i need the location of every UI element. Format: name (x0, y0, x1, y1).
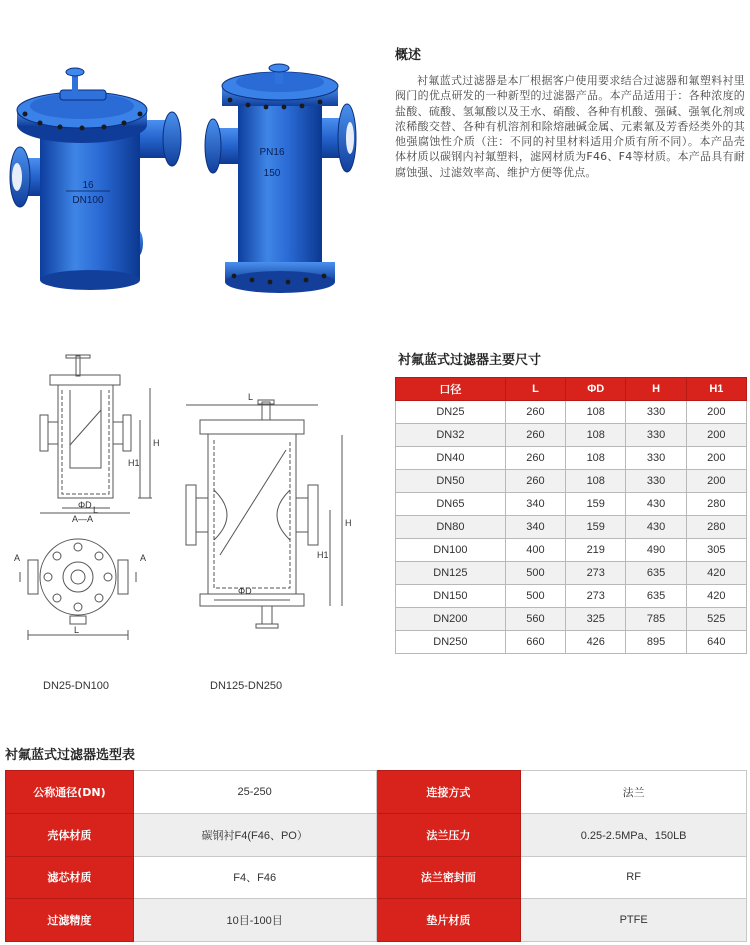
table-cell: 325 (566, 608, 626, 631)
table-cell: 108 (566, 401, 626, 424)
table-row (396, 631, 747, 654)
table-cell: 280 (686, 493, 746, 516)
table-cell: 108 (566, 424, 626, 447)
left-photo-label-top: 16 (82, 180, 94, 191)
table-cell: 159 (566, 516, 626, 539)
table-row (396, 585, 747, 608)
table-cell: 330 (626, 470, 686, 493)
col-header-H1: H1 (686, 378, 746, 401)
table-row (396, 470, 747, 493)
table-cell: 305 (686, 539, 746, 562)
selection-table (5, 770, 747, 942)
table-cell: 340 (505, 493, 565, 516)
technical-drawing-svg (0, 350, 360, 660)
table-cell: 330 (626, 447, 686, 470)
table-cell: 895 (626, 631, 686, 654)
technical-drawings (0, 350, 360, 700)
table-cell: 420 (686, 562, 746, 585)
table-cell: 200 (686, 401, 746, 424)
spec-value: 法兰 (521, 771, 747, 814)
col-header-bore: 口径 (396, 378, 506, 401)
table-row (396, 447, 747, 470)
table-cell: 260 (505, 424, 565, 447)
col-header-L: L (505, 378, 565, 401)
small-section-mark-right: A (140, 553, 147, 563)
table-cell: 635 (626, 585, 686, 608)
table-cell: 426 (566, 631, 626, 654)
table-cell: DN80 (396, 516, 506, 539)
small-dim-L: L (93, 505, 99, 515)
overview-section (395, 44, 745, 180)
dimensions-header-row (396, 378, 747, 401)
table-cell: 560 (505, 608, 565, 631)
overview-title: 概述 (395, 48, 422, 63)
small-dim-H: H (153, 438, 160, 448)
table-cell: 640 (686, 631, 746, 654)
table-cell: 280 (686, 516, 746, 539)
selection-body (6, 771, 747, 942)
spec-value: 10目-100目 (133, 899, 376, 942)
product-photo-svg (0, 0, 370, 310)
small-strainer-section-drawing (40, 355, 152, 513)
table-row (396, 424, 747, 447)
table-row (6, 813, 747, 856)
table-cell: DN100 (396, 539, 506, 562)
large-dim-H: H (345, 518, 352, 528)
table-cell: DN200 (396, 608, 506, 631)
table-row (396, 493, 747, 516)
dimensions-table (395, 377, 747, 654)
spec-value: RF (521, 856, 747, 899)
spec-label: 法兰压力 (376, 813, 521, 856)
table-cell: 660 (505, 631, 565, 654)
table-cell: DN25 (396, 401, 506, 424)
product-photos (0, 0, 370, 310)
dimensions-title: 衬氟蓝式过滤器主要尺寸 (398, 353, 542, 368)
table-row (396, 608, 747, 631)
table-row (396, 539, 747, 562)
table-cell: 430 (626, 493, 686, 516)
table-cell: 330 (626, 424, 686, 447)
table-cell: 500 (505, 585, 565, 608)
table-cell: 785 (626, 608, 686, 631)
spec-label: 壳体材质 (6, 813, 134, 856)
spec-value: 碳钢衬F4(F46、PO） (133, 813, 376, 856)
table-cell: 273 (566, 562, 626, 585)
table-cell: 340 (505, 516, 565, 539)
table-row (6, 899, 747, 942)
table-cell: DN50 (396, 470, 506, 493)
table-cell: DN125 (396, 562, 506, 585)
table-cell: 260 (505, 447, 565, 470)
table-cell: DN150 (396, 585, 506, 608)
table-cell: 635 (626, 562, 686, 585)
dimensions-body (396, 401, 747, 654)
table-row (396, 401, 747, 424)
table-cell: 260 (505, 401, 565, 424)
table-row (396, 516, 747, 539)
table-row (6, 771, 747, 814)
table-cell: 108 (566, 447, 626, 470)
table-cell: 490 (626, 539, 686, 562)
overview-body: 衬氟蓝式过滤器是本厂根据客户使用要求结合过滤器和氟塑料衬里阀门的优点研发的一种新型的过滤器产品。本产品适用于：各种浓度的盐酸、硫酸、氢氟酸以及王水、硝酸、各种有机酸、强碱、强氧化剂或浓稀酸交替、各种有机溶剂和除熔融碱金属、元素氟及芳香烃类外的其他强腐蚀性介质（注：不同的衬里材料适用介质有所不同）。本产品壳体材质以碳钢内衬氟塑料，滤网材质为F46、F4等材质。本产品具有耐腐蚀强、过滤效率高、维护方便等优点。 (395, 74, 745, 179)
table-cell: 159 (566, 493, 626, 516)
table-cell: DN40 (396, 447, 506, 470)
right-photo-label-top: PN16 (259, 147, 285, 158)
table-cell: 500 (505, 562, 565, 585)
col-header-H: H (626, 378, 686, 401)
table-cell: DN32 (396, 424, 506, 447)
table-cell: 219 (566, 539, 626, 562)
table-cell: 200 (686, 424, 746, 447)
spec-label: 连接方式 (376, 771, 521, 814)
table-cell: 260 (505, 470, 565, 493)
table-cell: 330 (626, 401, 686, 424)
large-dim-L: L (248, 392, 254, 402)
small-dim-H1: H1 (128, 458, 140, 468)
small-top-dim-L: L (74, 625, 80, 635)
spec-label: 过滤精度 (6, 899, 134, 942)
table-row (396, 562, 747, 585)
table-cell: DN65 (396, 493, 506, 516)
col-header-phiD: ΦD (566, 378, 626, 401)
left-photo-label-bottom: DN100 (72, 195, 104, 206)
table-row (6, 856, 747, 899)
large-dim-H1: H1 (317, 550, 329, 560)
spec-label: 滤芯材质 (6, 856, 134, 899)
large-dim-phiD: ΦD (238, 586, 252, 596)
spec-value: 0.25-2.5MPa、150LB (521, 813, 747, 856)
table-cell: 273 (566, 585, 626, 608)
drawing-caption-small: DN25-DN100 (43, 680, 110, 692)
large-strainer-section-drawing (186, 400, 342, 628)
table-cell: DN250 (396, 631, 506, 654)
spec-value: F4、F46 (133, 856, 376, 899)
table-cell: 400 (505, 539, 565, 562)
spec-value: PTFE (521, 899, 747, 942)
right-strainer-photo (205, 64, 356, 293)
small-dim-AA: A—A (72, 514, 94, 524)
small-dim-phiD: ΦD (78, 500, 92, 510)
small-section-mark-left: A (14, 553, 21, 563)
table-cell: 108 (566, 470, 626, 493)
table-cell: 430 (626, 516, 686, 539)
right-photo-label-bottom: 150 (263, 168, 281, 179)
drawing-caption-large: DN125-DN250 (210, 680, 283, 692)
table-cell: 420 (686, 585, 746, 608)
spec-label: 垫片材质 (376, 899, 521, 942)
table-cell: 525 (686, 608, 746, 631)
table-cell: 200 (686, 470, 746, 493)
spec-value: 25-250 (133, 771, 376, 814)
spec-label: 公称通径(DN) (6, 771, 134, 814)
table-cell: 200 (686, 447, 746, 470)
selection-title: 衬氟蓝式过滤器选型表 (5, 748, 136, 763)
spec-label: 法兰密封面 (376, 856, 521, 899)
left-strainer-photo (10, 68, 181, 290)
